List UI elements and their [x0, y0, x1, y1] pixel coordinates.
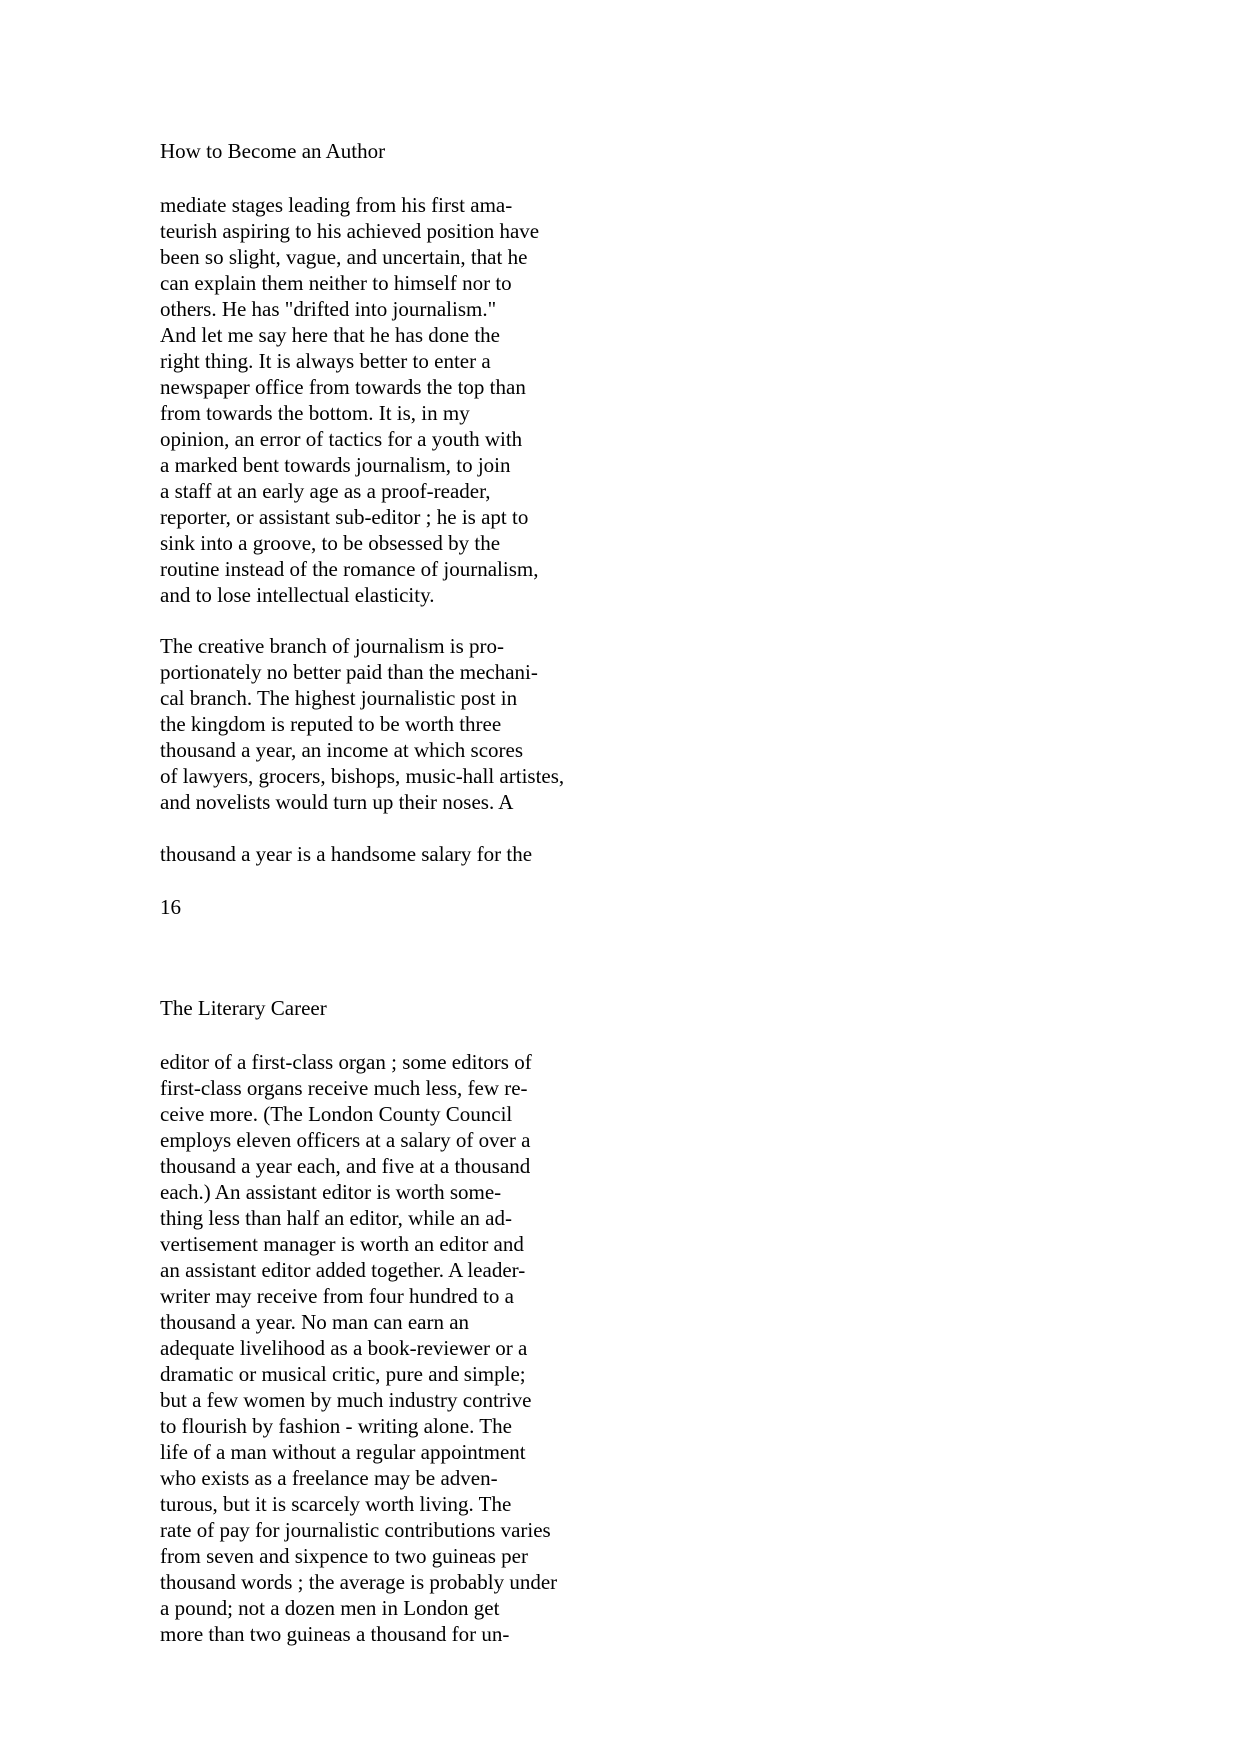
text-line: who exists as a freelance may be adven- — [160, 1466, 498, 1490]
text-line: a staff at an early age as a proof-reader, — [160, 479, 491, 503]
text-line: teurish aspiring to his achieved position have — [160, 219, 540, 243]
running-header-page-1: How to Become an Author — [160, 139, 386, 163]
paragraph-page-1-b — [160, 633, 564, 815]
text-line: reporter, or assistant sub-editor ; he is apt to — [160, 505, 529, 529]
running-header-page-2: The Literary Career — [160, 996, 327, 1020]
text-line: from towards the bottom. It is, in my — [160, 401, 470, 425]
text-line: right thing. It is always better to enter a — [160, 349, 491, 373]
text-line: newspaper office from towards the top than — [160, 375, 526, 399]
text-line: vertisement manager is worth an editor and — [160, 1232, 524, 1256]
text-line: sink into a groove, to be obsessed by the — [160, 531, 501, 555]
text-line: life of a man without a regular appointment — [160, 1440, 526, 1464]
text-line: dramatic or musical critic, pure and simple; — [160, 1362, 526, 1386]
text-line: opinion, an error of tactics for a youth with — [160, 427, 523, 451]
text-line: writer may receive from four hundred to a — [160, 1284, 514, 1308]
text-line: can explain them neither to himself nor to — [160, 271, 512, 295]
text-line: the kingdom is reputed to be worth three — [160, 712, 502, 736]
text-line: first-class organs receive much less, few re- — [160, 1076, 528, 1100]
page-number: 16 — [160, 895, 181, 919]
text-line: thousand a year, an income at which scores — [160, 738, 524, 762]
text-line: thousand a year. No man can earn an — [160, 1310, 470, 1334]
paragraph-page-1-c — [160, 841, 532, 867]
text-line: to flourish by fashion - writing alone. The — [160, 1414, 512, 1438]
text-line: thousand words ; the average is probably under — [160, 1570, 558, 1594]
text-line: adequate livelihood as a book-reviewer or a — [160, 1336, 528, 1360]
text-line: mediate stages leading from his first ama- — [160, 193, 513, 217]
text-line: each.) An assistant editor is worth some- — [160, 1180, 502, 1204]
text-line: thing less than half an editor, while an ad- — [160, 1206, 512, 1230]
text-line: editor of a first-class organ ; some editors of — [160, 1050, 532, 1074]
text-line: portionately no better paid than the mechani- — [160, 660, 538, 684]
text-line: rate of pay for journalistic contributions varies — [160, 1518, 551, 1542]
text-line: routine instead of the romance of journalism, — [160, 557, 539, 581]
text-line: The creative branch of journalism is pro- — [160, 634, 505, 658]
text-line: thousand a year is a handsome salary for the — [160, 842, 533, 866]
text-line: an assistant editor added together. A leader- — [160, 1258, 526, 1282]
text-line: employs eleven officers at a salary of over a — [160, 1128, 531, 1152]
paragraph-page-1-a — [160, 192, 539, 608]
text-line: turous, but it is scarcely worth living. The — [160, 1492, 512, 1516]
text-line: but a few women by much industry contrive — [160, 1388, 532, 1412]
text-line: from seven and sixpence to two guineas per — [160, 1544, 528, 1568]
text-line: of lawyers, grocers, bishops, music-hall artistes, — [160, 764, 565, 788]
text-line: more than two guineas a thousand for un- — [160, 1622, 510, 1646]
text-line: thousand a year each, and five at a thousand — [160, 1154, 531, 1178]
text-line: been so slight, vague, and uncertain, that he — [160, 245, 528, 269]
text-line: a pound; not a dozen men in London get — [160, 1596, 500, 1620]
text-line: and to lose intellectual elasticity. — [160, 583, 435, 607]
text-line: others. He has "drifted into journalism." — [160, 297, 497, 321]
text-line: And let me say here that he has done the — [160, 323, 500, 347]
paragraph-page-2-a — [160, 1049, 557, 1647]
text-line: ceive more. (The London County Council — [160, 1102, 513, 1126]
text-line: and novelists would turn up their noses. A — [160, 790, 514, 814]
text-line: cal branch. The highest journalistic post in — [160, 686, 518, 710]
text-line: a marked bent towards journalism, to join — [160, 453, 511, 477]
